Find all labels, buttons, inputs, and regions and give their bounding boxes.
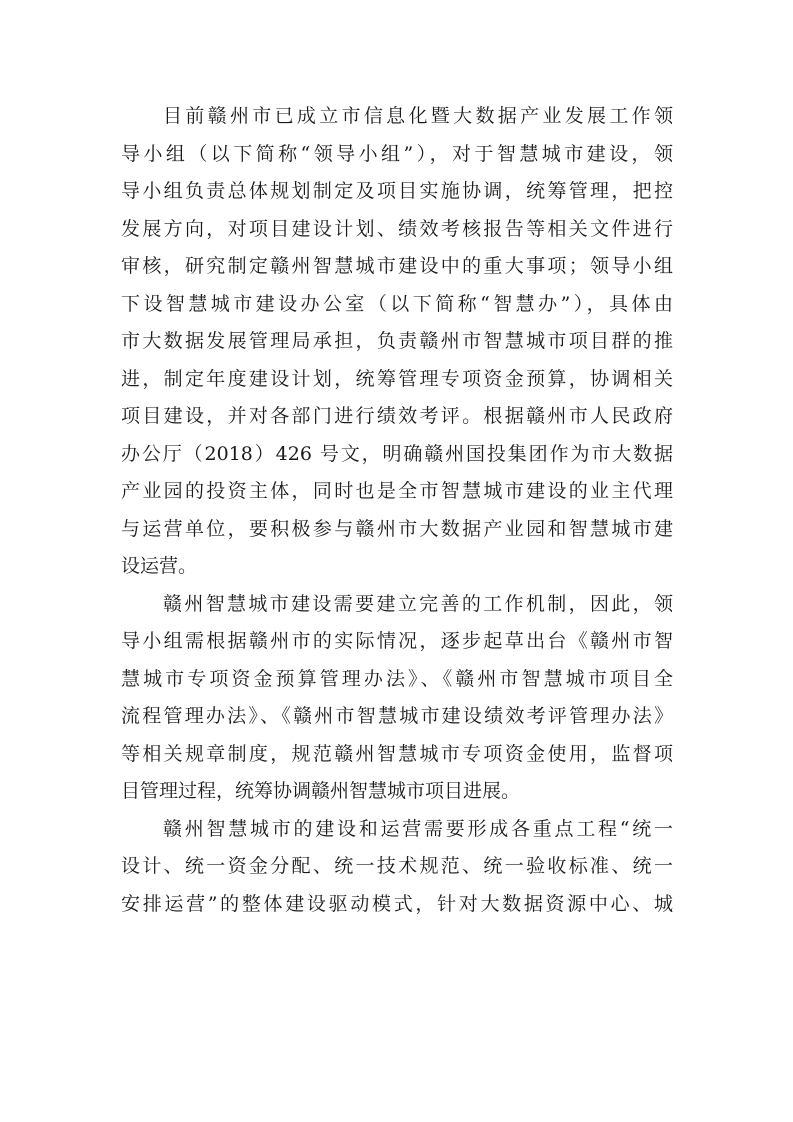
document-body — [121, 98, 673, 923]
text-line: 市大数据发展管理局承担，负责赣州市智慧城市项目群的推 — [121, 330, 673, 352]
text-line: 办公厅（2018）426 号文，明确赣州国投集团作为市大数据 — [121, 442, 673, 465]
text-line: 设运营。 — [121, 555, 198, 577]
text-line: 项目建设，并对各部门进行绩效考评。根据赣州市人民政府 — [121, 405, 673, 427]
paragraph-leadership-group — [121, 98, 673, 586]
text-line: 下设智慧城市建设办公室（以下简称“智慧办”），具体由 — [121, 292, 673, 315]
paragraph-work-mechanism — [121, 586, 673, 811]
text-line: 慧城市专项资金预算管理办法》、《赣州市智慧城市项目全 — [121, 667, 673, 690]
text-line: 进，制定年度建设计划，统筹管理专项资金预算，协调相关 — [121, 367, 673, 390]
text-line: 流程管理办法》、《赣州市智慧城市建设绩效考评管理办法》 — [121, 705, 673, 727]
text-line: 赣州智慧城市建设需要建立完善的工作机制，因此，领 — [163, 592, 673, 615]
text-line: 安排运营”的整体建设驱动模式，针对大数据资源中心、城 — [121, 892, 673, 915]
text-line: 导小组负责总体规划制定及项目实施协调，统筹管理，把控 — [121, 180, 673, 202]
paragraph-construction-model — [121, 811, 673, 924]
text-line: 导小组需根据赣州市的实际情况，逐步起草出台《赣州市智 — [121, 630, 673, 652]
text-line: 等相关规章制度，规范赣州智慧城市专项资金使用，监督项 — [121, 742, 673, 765]
text-line: 目管理过程，统筹协调赣州智慧城市项目进展。 — [121, 780, 521, 802]
text-line: 赣州智慧城市的建设和运营需要形成各重点工程“统一 — [163, 817, 673, 840]
text-line: 设计、统一资金分配、统一技术规范、统一验收标准、统一 — [121, 855, 673, 877]
text-line: 发展方向，对项目建设计划、绩效考核报告等相关文件进行 — [121, 217, 673, 240]
text-line: 导小组（以下简称“领导小组”），对于智慧城市建设，领 — [121, 142, 673, 165]
text-line: 审核，研究制定赣州智慧城市建设中的重大事项；领导小组 — [121, 255, 673, 277]
text-line: 产业园的投资主体，同时也是全市智慧城市建设的业主代理 — [121, 480, 673, 502]
text-line: 目前赣州市已成立市信息化暨大数据产业发展工作领 — [163, 105, 673, 127]
text-line: 与运营单位，要积极参与赣州市大数据产业园和智慧城市建 — [121, 517, 673, 540]
